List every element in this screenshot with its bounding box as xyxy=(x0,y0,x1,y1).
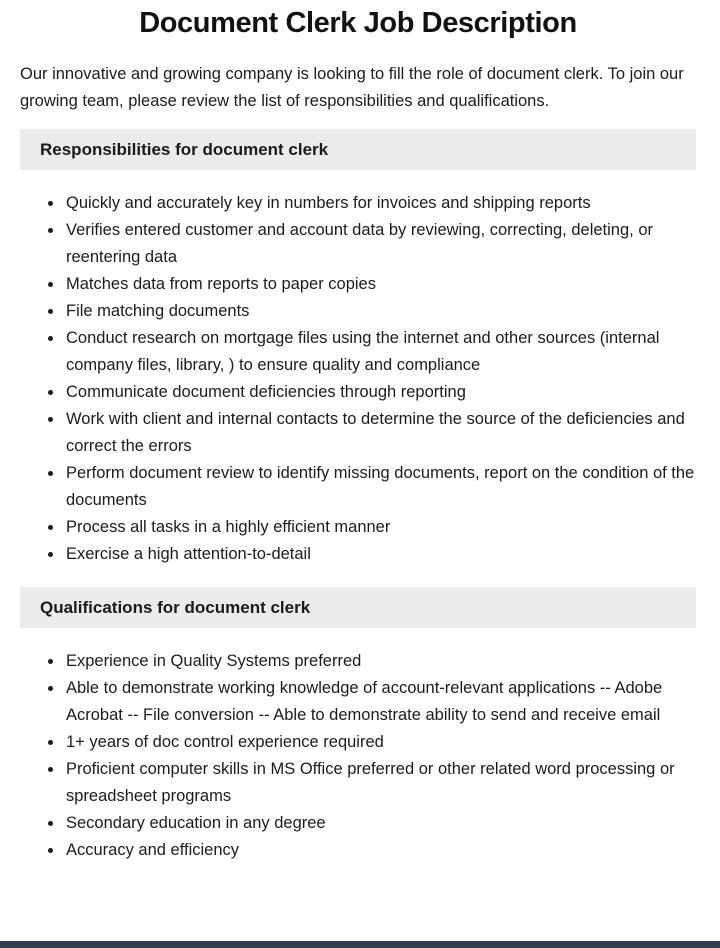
list-item: • Matches data from reports to paper copies xyxy=(64,271,696,298)
list-item: • Able to demonstrate working knowledge of account-relevant applications -- Adobe Acrobat -- File conversion -- Able to demonstrate ability to send and receive email xyxy=(64,675,696,729)
qualifications-list xyxy=(20,648,696,864)
list-item: • Perform document review to identify missing documents, report on the condition of the documents xyxy=(64,460,696,514)
qualifications-section-header: Qualifications for document clerk xyxy=(20,587,696,628)
list-item: • Exercise a high attention-to-detail xyxy=(64,541,696,568)
responsibilities-section-header: Responsibilities for document clerk xyxy=(20,129,696,170)
responsibilities-list xyxy=(20,190,696,568)
list-item: • File matching documents xyxy=(64,298,696,325)
list-item: • Communicate document deficiencies through reporting xyxy=(64,379,696,406)
intro-paragraph: Our innovative and growing company is looking to fill the role of document clerk. To join our growing team, please review the list of responsibilities and qualifications. xyxy=(20,65,684,110)
footer-bar xyxy=(0,941,720,948)
list-item: • Proficient computer skills in MS Office preferred or other related word processing or spreadsheet programs xyxy=(64,756,696,810)
page-title: Document Clerk Job Description xyxy=(139,7,577,39)
list-item: • 1+ years of doc control experience required xyxy=(64,729,696,756)
list-item: • Process all tasks in a highly efficient manner xyxy=(64,514,696,541)
list-item: • Verifies entered customer and account data by reviewing, correcting, deleting, or reentering data xyxy=(64,217,696,271)
list-item: • Work with client and internal contacts to determine the source of the deficiencies and correct the errors xyxy=(64,406,696,460)
list-item: • Quickly and accurately key in numbers for invoices and shipping reports xyxy=(64,190,696,217)
list-item: • Conduct research on mortgage files using the internet and other sources (internal company files, library, ) to ensure quality and compliance xyxy=(64,325,696,379)
list-item: • Experience in Quality Systems preferred xyxy=(64,648,696,675)
list-item: • Secondary education in any degree xyxy=(64,810,696,837)
list-item: • Accuracy and efficiency xyxy=(64,837,696,864)
